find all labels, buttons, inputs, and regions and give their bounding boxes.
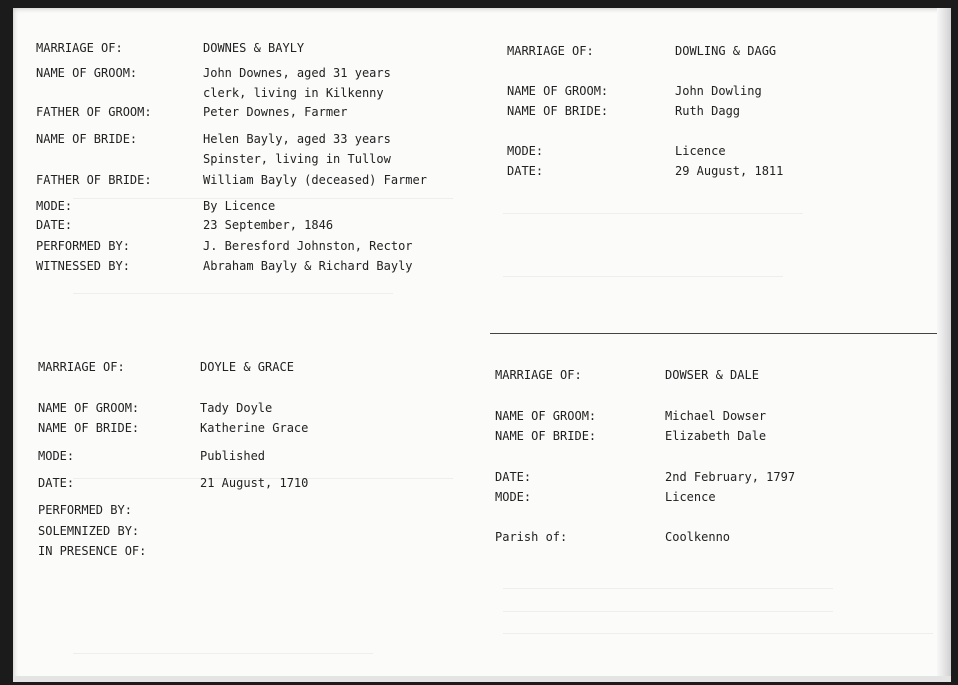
field-value: clerk, living in Kilkenny: [203, 86, 384, 100]
field-value: Helen Bayly, aged 33 years: [203, 132, 391, 146]
field-label: MODE:: [495, 490, 532, 504]
field-value: Katherine Grace: [200, 421, 309, 435]
field-label: PERFORMED BY:: [36, 239, 130, 253]
field-label: WITNESSED BY:: [36, 259, 130, 273]
field-value: 21 August, 1710: [200, 476, 309, 490]
page-edge-right: [937, 8, 951, 682]
field-value: By Licence: [203, 199, 276, 213]
field-value: Tady Doyle: [200, 401, 273, 415]
field-value: Peter Downes, Farmer: [203, 105, 348, 119]
field-label: NAME OF GROOM:: [495, 409, 597, 423]
field-label: FATHER OF BRIDE:: [36, 173, 152, 187]
field-label: MODE:: [38, 449, 75, 463]
document-page: [13, 8, 951, 682]
field-value: 2nd February, 1797: [665, 470, 796, 484]
field-label: SOLEMNIZED BY:: [38, 524, 140, 538]
field-label: PERFORMED BY:: [38, 503, 132, 517]
field-label: DATE:: [507, 164, 544, 178]
field-label: NAME OF GROOM:: [507, 84, 609, 98]
record-doyle-grace: [38, 359, 478, 569]
field-label: MARRIAGE OF:: [507, 44, 594, 58]
field-value: DOYLE & GRACE: [200, 360, 294, 374]
field-label: Parish of:: [495, 530, 568, 544]
record-downes-bayly: [36, 40, 486, 290]
field-label: NAME OF BRIDE:: [507, 104, 609, 118]
field-label: NAME OF BRIDE:: [38, 421, 140, 435]
field-label: MODE:: [36, 199, 73, 213]
field-label: NAME OF BRIDE:: [36, 132, 138, 146]
field-label: MODE:: [507, 144, 544, 158]
field-value: DOWSER & DALE: [665, 368, 759, 382]
field-label: MARRIAGE OF:: [38, 360, 125, 374]
field-value: DOWNES & BAYLY: [203, 41, 305, 55]
field-label: IN PRESENCE OF:: [38, 544, 147, 558]
field-value: Michael Dowser: [665, 409, 767, 423]
field-label: DATE:: [36, 218, 73, 232]
field-value: Coolkenno: [665, 530, 731, 544]
field-value: 23 September, 1846: [203, 218, 334, 232]
field-label: FATHER OF GROOM:: [36, 105, 152, 119]
field-value: 29 August, 1811: [675, 164, 784, 178]
field-label: NAME OF GROOM:: [38, 401, 140, 415]
field-value: John Dowling: [675, 84, 762, 98]
field-label: DATE:: [38, 476, 75, 490]
field-value: Abraham Bayly & Richard Bayly: [203, 259, 413, 273]
field-value: Spinster, living in Tullow: [203, 152, 391, 166]
record-dowling-dagg: [507, 43, 937, 193]
field-value: John Downes, aged 31 years: [203, 66, 391, 80]
record-dowser-dale: [495, 367, 935, 567]
field-value: J. Beresford Johnston, Rector: [203, 239, 413, 253]
field-label: NAME OF BRIDE:: [495, 429, 597, 443]
field-value: DOWLING & DAGG: [675, 44, 777, 58]
field-value: William Bayly (deceased) Farmer: [203, 173, 427, 187]
field-value: Published: [200, 449, 266, 463]
section-divider: [490, 333, 951, 334]
field-label: MARRIAGE OF:: [36, 41, 123, 55]
field-label: MARRIAGE OF:: [495, 368, 582, 382]
field-value: Elizabeth Dale: [665, 429, 767, 443]
page-edge-bottom: [13, 676, 951, 682]
field-label: DATE:: [495, 470, 532, 484]
field-value: Licence: [675, 144, 726, 158]
field-value: Ruth Dagg: [675, 104, 741, 118]
field-value: Licence: [665, 490, 716, 504]
field-label: NAME OF GROOM:: [36, 66, 138, 80]
